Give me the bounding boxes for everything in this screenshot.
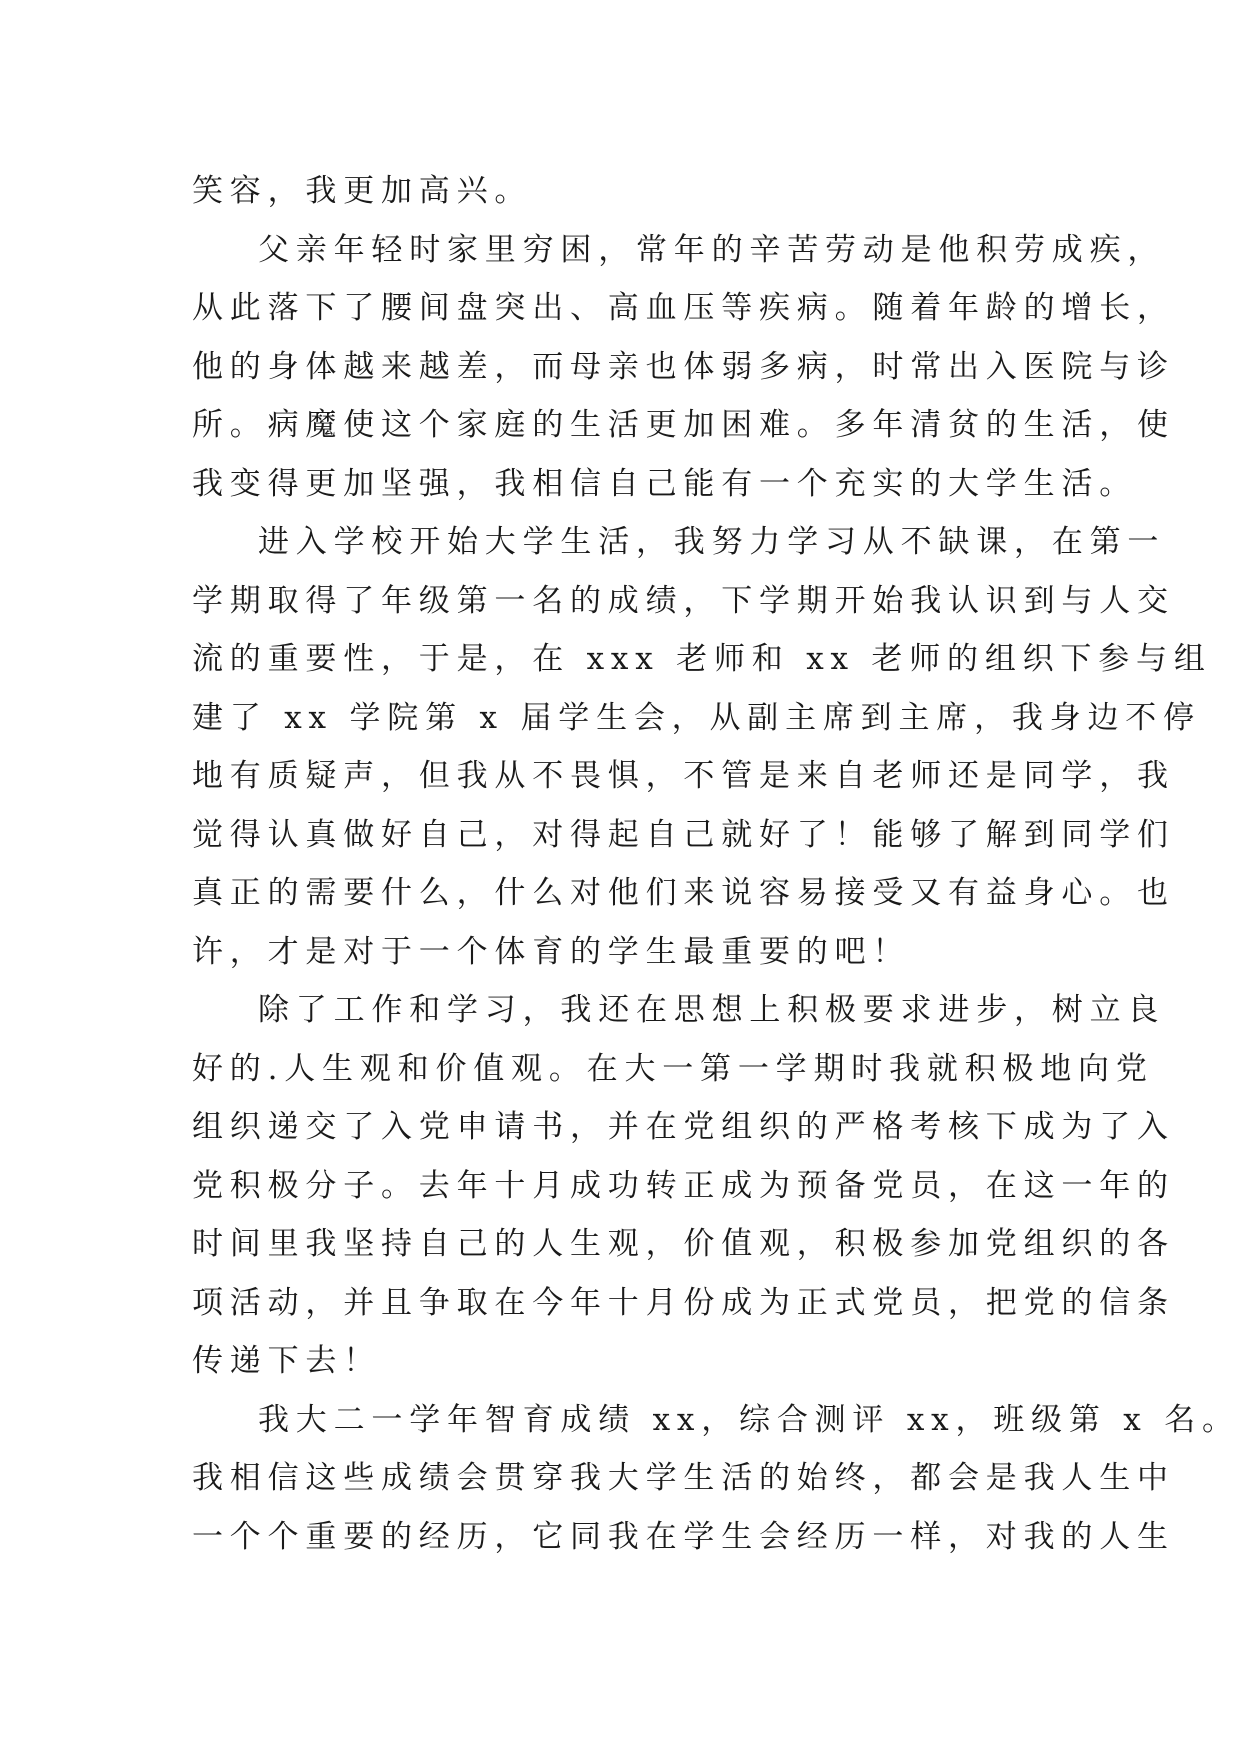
text-line: 真正的需要什么，什么对他们来说容易接受又有益身心。也: [192, 875, 1175, 911]
text-line: 地有质疑声，但我从不畏惧，不管是来自老师还是同学，我: [192, 758, 1175, 794]
text-line: 组织递交了入党申请书，并在党组织的严格考核下成为了入: [192, 1109, 1175, 1145]
document-body: [192, 162, 1240, 1566]
text-line: 他的身体越来越差，而母亲也体弱多病，时常出入医院与诊: [192, 348, 1175, 385]
text-line: 除了工作和学习，我还在思想上积极要求进步，树立良: [258, 992, 1166, 1028]
text-line: 觉得认真做好自己，对得起自己就好了！能够了解到同学们: [192, 816, 1175, 853]
text-line: 建了 xx 学院第 x 届学生会，从副主席到主席，我身边不停: [192, 699, 1201, 736]
text-line: 许，才是对于一个体育的学生最重要的吧！: [192, 933, 911, 970]
text-line: 笑容，我更加高兴。: [192, 173, 533, 209]
text-line: 进入学校开始大学生活，我努力学习从不缺课，在第一: [258, 524, 1166, 560]
text-line: 我大二一学年智育成绩 xx，综合测评 xx，班级第 x 名。: [258, 1401, 1240, 1438]
text-line: 所。病魔使这个家庭的生活更加困难。多年清贫的生活，使: [192, 407, 1175, 443]
text-line: 从此落下了腰间盘突出、高血压等疾病。随着年龄的增长，: [192, 290, 1175, 326]
text-line: 我相信这些成绩会贯穿我大学生活的始终，都会是我人生中: [192, 1460, 1175, 1496]
text-line: 一个个重要的经历，它同我在学生会经历一样，对我的人生: [192, 1518, 1175, 1555]
text-line: 党积极分子。去年十月成功转正成为预备党员，在这一年的: [192, 1167, 1175, 1204]
text-line: 传递下去！: [192, 1343, 381, 1379]
text-line: 好的.人生观和价值观。在大一第一学期时我就积极地向党: [192, 1050, 1154, 1087]
text-line: 学期取得了年级第一名的成绩，下学期开始我认识到与人交: [192, 582, 1175, 619]
text-line: 我变得更加坚强，我相信自己能有一个充实的大学生活。: [192, 465, 1137, 502]
text-line: 父亲年轻时家里穷困，常年的辛苦劳动是他积劳成疾，: [258, 231, 1166, 268]
text-line: 流的重要性，于是，在 xxx 老师和 xx 老师的组织下参与组: [192, 641, 1212, 677]
text-line: 时间里我坚持自己的人生观，价值观，积极参加党组织的各: [192, 1226, 1175, 1262]
text-line: 项活动，并且争取在今年十月份成为正式党员，把党的信条: [192, 1284, 1175, 1321]
